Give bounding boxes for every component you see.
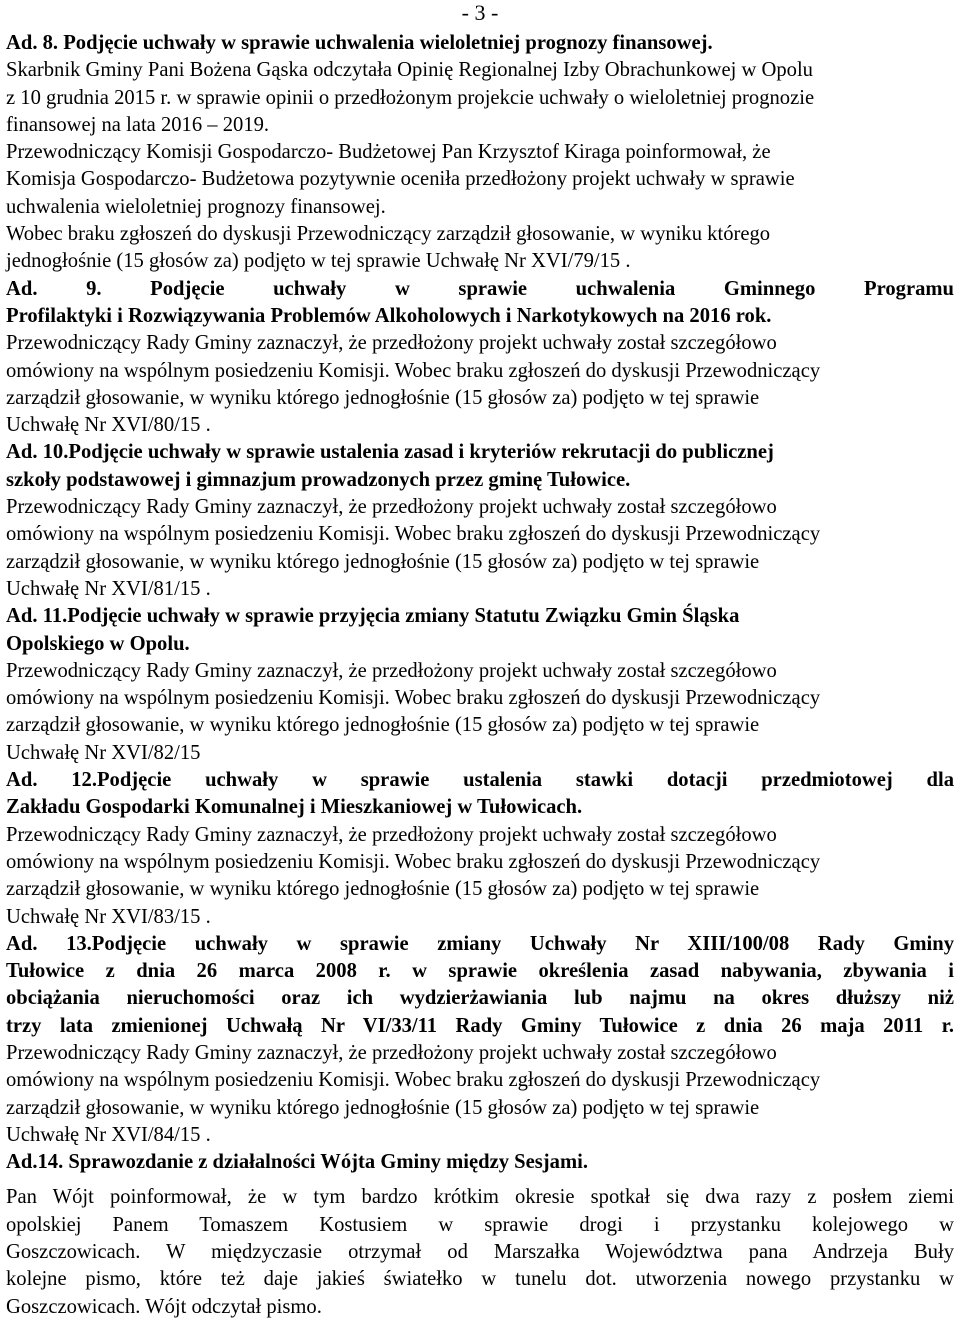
paragraph-gap xyxy=(6,1176,954,1184)
text-line: Przewodniczący Rady Gminy zaznaczył, że przedłożony projekt uchwały został szczegółowo xyxy=(6,1041,777,1064)
text-line: zarządził głosowanie, w wyniku którego jednogłośnie (15 głosów za) podjęto w tej sprawie xyxy=(6,878,760,901)
text-line: kolejne pismo, które też daje jakieś światełko w tunelu dot. utworzenia nowego przystanku w xyxy=(6,1268,954,1291)
heading-line: Opolskiego w Opolu. xyxy=(6,632,190,655)
document-body xyxy=(6,30,954,1321)
text-line: Przewodniczący Rady Gminy zaznaczył, że przedłożony projekt uchwały został szczegółowo xyxy=(6,496,777,519)
text-line: jednogłośnie (15 głosów za) podjęto w tej sprawie Uchwałę Nr XVI/79/15 . xyxy=(6,250,631,273)
text-line: zarządził głosowanie, w wyniku którego jednogłośnie (15 głosów za) podjęto w tej sprawie xyxy=(6,714,760,737)
text-line: omówiony na wspólnym posiedzeniu Komisji. Wobec braku zgłoszeń do dyskusji Przewodniczący xyxy=(6,850,821,873)
text-line: omówiony na wspólnym posiedzeniu Komisji. Wobec braku zgłoszeń do dyskusji Przewodniczący xyxy=(6,359,821,382)
heading-line: Ad. 13.Podjęcie uchwały w sprawie zmiany Uchwały Nr XIII/100/08 Rady Gminy xyxy=(6,932,954,955)
text-line: Goszczowicach. Wójt odczytał pismo. xyxy=(6,1295,322,1318)
page-number: - 3 - xyxy=(461,0,499,25)
text-line: Przewodniczący Rady Gminy zaznaczył, że przedłożony projekt uchwały został szczegółowo xyxy=(6,823,777,846)
text-line: Pan Wójt poinformował, że w tym bardzo krótkim okresie spotkał się dwa razy z posłem ziemi xyxy=(6,1186,954,1209)
heading-line: Ad. 11.Podjęcie uchwały w sprawie przyjęcia zmiany Statutu Związku Gmin Śląska xyxy=(6,605,740,628)
text-line: zarządził głosowanie, w wyniku którego jednogłośnie (15 głosów za) podjęto w tej sprawie xyxy=(6,386,760,409)
heading-line: Ad. 9. Podjęcie uchwały w sprawie uchwalenia Gminnego Programu xyxy=(6,277,954,300)
heading-line: Ad. 8. Podjęcie uchwały w sprawie uchwalenia wieloletniej prognozy finansowej. xyxy=(6,32,713,54)
text-line: omówiony na wspólnym posiedzeniu Komisji. Wobec braku zgłoszeń do dyskusji Przewodniczący xyxy=(6,523,821,546)
text-line: uchwalenia wieloletniej prognozy finansowej. xyxy=(6,195,386,218)
heading-line: szkoły podstawowej i gimnazjum prowadzonych przez gminę Tułowice. xyxy=(6,468,631,491)
text-line: Uchwałę Nr XVI/82/15 xyxy=(6,741,201,764)
text-line: Komisja Gospodarczo- Budżetowa pozytywnie oceniła przedłożony projekt uchwały w sprawie xyxy=(6,168,795,191)
text-line: zarządził głosowanie, w wyniku którego jednogłośnie (15 głosów za) podjęto w tej sprawie xyxy=(6,550,760,573)
heading-line: obciążania nieruchomości oraz ich wydzierżawiania lub najmu na okres dłuższy niż xyxy=(6,987,954,1010)
text-line: Wobec braku zgłoszeń do dyskusji Przewodniczący zarządził głosowanie, w wyniku którego xyxy=(6,223,771,246)
heading-line: trzy lata zmienionej Uchwałą Nr VI/33/11 Rady Gminy Tułowice z dnia 26 maja 2011 r. xyxy=(6,1014,954,1037)
text-line: Przewodniczący Komisji Gospodarczo- Budżetowej Pan Krzysztof Kiraga poinformował, że xyxy=(6,141,771,164)
text-line: opolskiej Panem Tomaszem Kostusiem w sprawie drogi i przystanku kolejowego w xyxy=(6,1213,954,1236)
text-line: omówiony na wspólnym posiedzeniu Komisji. Wobec braku zgłoszeń do dyskusji Przewodniczący xyxy=(6,687,821,710)
text-line: zarządził głosowanie, w wyniku którego jednogłośnie (15 głosów za) podjęto w tej sprawie xyxy=(6,1096,760,1119)
text-line: Uchwałę Nr XVI/83/15 . xyxy=(6,905,211,928)
heading-line: Ad. 12.Podjęcie uchwały w sprawie ustalenia stawki dotacji przedmiotowej dla xyxy=(6,769,954,792)
text-line: Skarbnik Gminy Pani Bożena Gąska odczytała Opinię Regionalnej Izby Obrachunkowej w Opolu xyxy=(6,59,813,82)
heading-line: Zakładu Gospodarki Komunalnej i Mieszkaniowej w Tułowicach. xyxy=(6,796,583,819)
heading-line: Profilaktyki i Rozwiązywania Problemów Alkoholowych i Narkotykowych na 2016 rok. xyxy=(6,304,772,327)
heading-line: Ad.14. Sprawozdanie z działalności Wójta Gminy między Sesjami. xyxy=(6,1151,588,1174)
heading-line: Tułowice z dnia 26 marca 2008 r. w sprawie określenia zasad nabywania, zbywania i xyxy=(6,960,954,983)
text-line: Uchwałę Nr XVI/84/15 . xyxy=(6,1123,211,1146)
text-line: Uchwałę Nr XVI/81/15 . xyxy=(6,577,211,600)
text-line: Uchwałę Nr XVI/80/15 . xyxy=(6,414,211,437)
text-line: z 10 grudnia 2015 r. w sprawie opinii o przedłożonym projekcie uchwały o wieloletniej prognozie xyxy=(6,86,815,109)
text-line: Przewodniczący Rady Gminy zaznaczył, że przedłożony projekt uchwały został szczegółowo xyxy=(6,659,777,682)
text-line: omówiony na wspólnym posiedzeniu Komisji. Wobec braku zgłoszeń do dyskusji Przewodniczący xyxy=(6,1069,821,1092)
text-line: Goszczowicach. W międzyczasie otrzymał od Marszałka Województwa pana Andrzeja Buły xyxy=(6,1241,954,1264)
text-line: Przewodniczący Rady Gminy zaznaczył, że przedłożony projekt uchwały został szczegółowo xyxy=(6,332,777,355)
heading-line: Ad. 10.Podjęcie uchwały w sprawie ustalenia zasad i kryteriów rekrutacji do publicznej xyxy=(6,441,774,464)
text-line: finansowej na lata 2016 – 2019. xyxy=(6,113,270,136)
